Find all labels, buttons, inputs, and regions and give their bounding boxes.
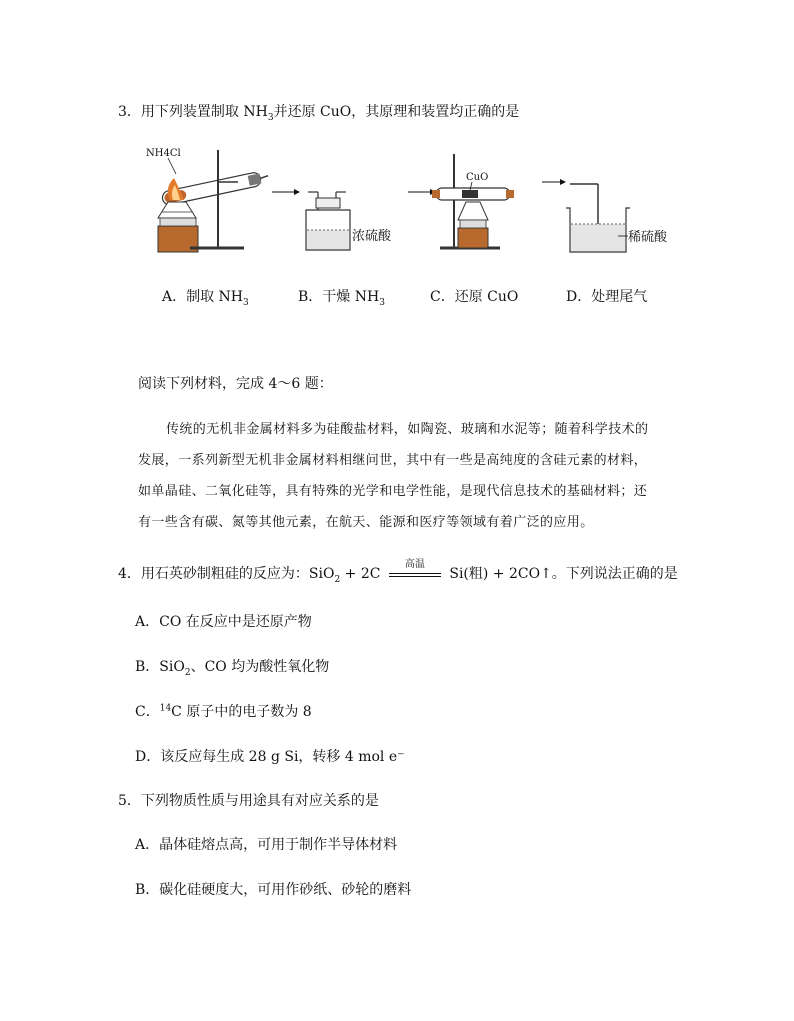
question-number: 5．: [118, 793, 141, 809]
reading-intro: 阅读下列材料，完成 4～6 题：: [138, 376, 333, 392]
question-number: 3．: [118, 104, 141, 120]
conc-h2so4-label: 浓硫酸: [352, 229, 392, 244]
reading-passage: [138, 414, 678, 538]
apparatus-c-reduction: [432, 154, 514, 248]
q3-option-d[interactable]: D．处理尾气: [566, 289, 648, 305]
apparatus-d-tail-gas: [566, 184, 668, 252]
q5-option-b[interactable]: B．碳化硅硬度大，可用作砂纸、砂轮的磨料: [135, 882, 412, 898]
q4-option-a[interactable]: A．CO 在反应中是还原产物: [135, 614, 312, 630]
apparatus-diagram: [140, 140, 680, 260]
question-3-stem: 3．用下列装置制取 $NH_3$并还原 CuO，其原理和装置均正确的是: [118, 104, 520, 123]
apparatus-b-drying: [306, 192, 392, 250]
flow-arrow: [272, 189, 300, 195]
q4-option-b[interactable]: B．SiO$_2$、CO 均为酸性氧化物: [135, 659, 330, 678]
nh4cl-label: NH4Cl: [146, 148, 181, 159]
q4-option-c[interactable]: C．$^{14}$C 原子中的电子数为 8: [135, 703, 312, 720]
passage-line: 传统的无机非金属材料多为硅酸盐材料，如陶瓷、玻璃和水泥等；随着科学技术的: [166, 422, 649, 437]
q3-option-a[interactable]: A．制取 $NH_3$: [162, 289, 249, 308]
apparatus-a-generation: [146, 148, 270, 252]
q3-option-b[interactable]: B．干燥 $NH_3$: [298, 289, 385, 308]
flow-arrow: [542, 179, 566, 185]
passage-line: 如单晶硅、二氧化硅等，具有特殊的光学和电学性能，是现代信息技术的基础材料；还: [138, 484, 648, 499]
q5-option-a[interactable]: A．晶体硅熔点高，可用于制作半导体材料: [135, 837, 398, 853]
q3-option-c[interactable]: C．还原 CuO: [430, 289, 519, 305]
q4-option-d[interactable]: D．该反应每生成 28 g Si，转移 4 mol e⁻: [135, 749, 405, 765]
dil-h2so4-label: 稀硫酸: [628, 230, 668, 245]
flow-arrow: [408, 189, 436, 195]
question-4-stem: 4．用石英砂制粗硅的反应为：SiO$_2$ + 2C 高温 Si(粗) + 2CO↑。下列说法正确的是: [118, 563, 678, 585]
question-5-stem: 5．下列物质性质与用途具有对应关系的是: [118, 793, 379, 809]
passage-line: 有一些含有碳、氮等其他元素，在航天、能源和医疗等领域有着广泛的应用。: [138, 515, 594, 530]
cuo-label: CuO: [466, 172, 489, 183]
passage-line: 发展，一系列新型无机非金属材料相继问世，其中有一些是高纯度的含硅元素的材料，: [138, 453, 648, 468]
reaction-condition: 高温: [404, 559, 425, 570]
question-number: 4．: [118, 566, 141, 582]
reaction-condition-arrow: [389, 559, 441, 584]
